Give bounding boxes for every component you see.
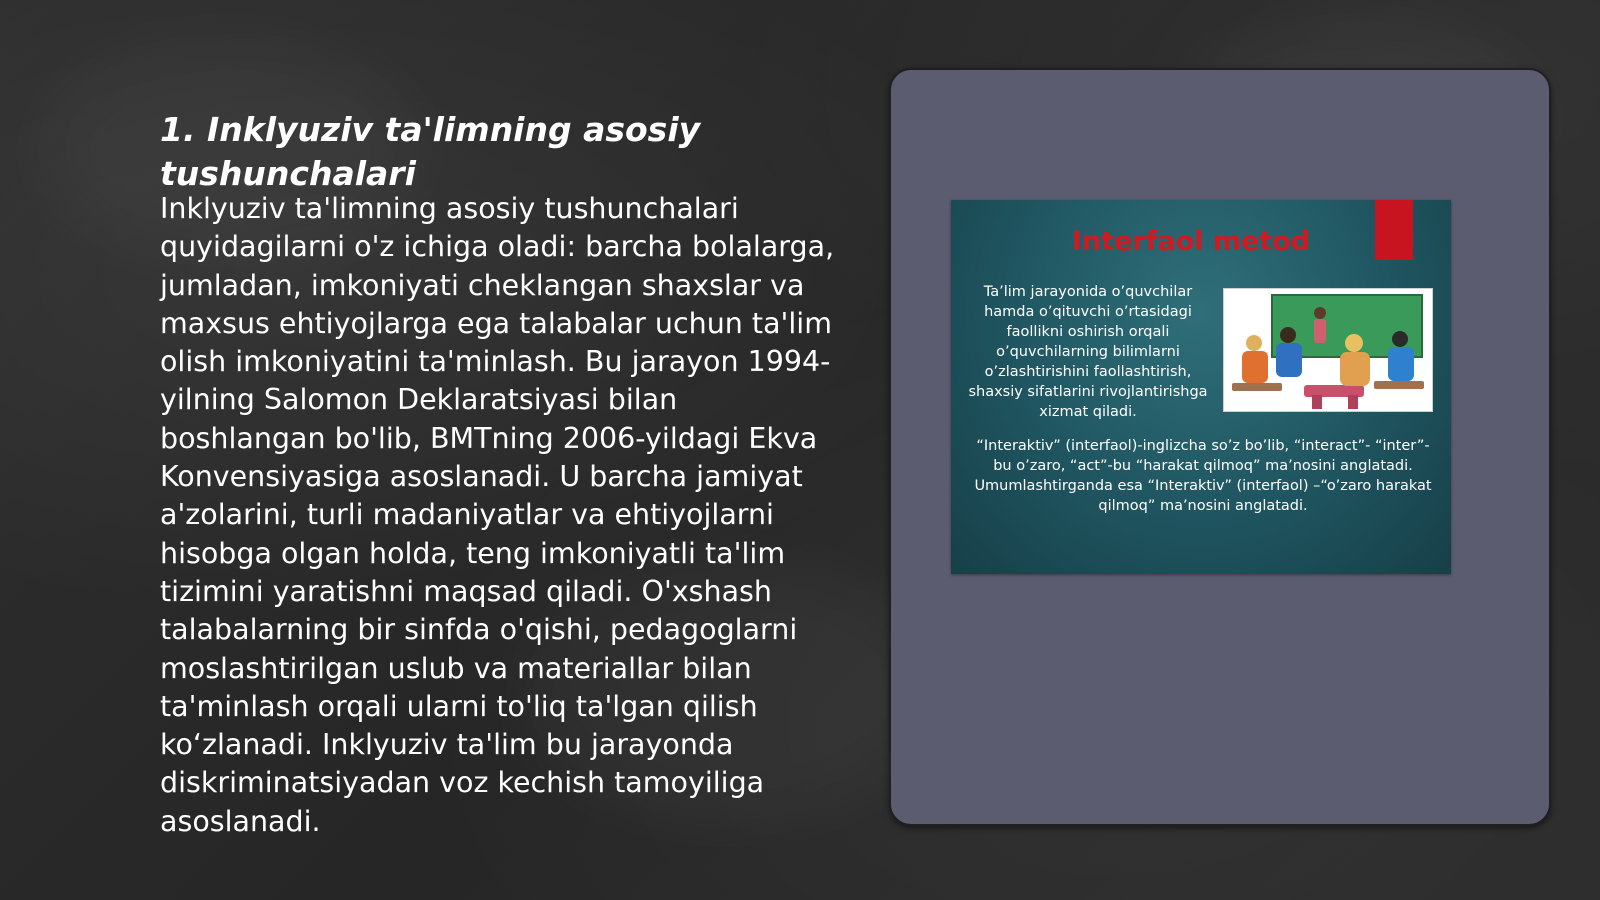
text-column <box>160 108 840 841</box>
embedded-slide-title: Interfaol metod <box>1071 226 1311 257</box>
picture-frame <box>889 68 1551 826</box>
embedded-slide-image <box>951 200 1451 574</box>
slide-body-text: Inklyuziv ta'limning asosiy tushunchalari quyidagilarni o'z ichiga oladi: barcha bolalarga, jumladan, imkoniyati cheklangan shaxslar va maxsus ehtiyojlarga ega talabalar uchun ta'lim olish imkoniyatini ta'minlash. Bu jarayon 1994-yilning Salomon Deklaratsiyasi bilan boshlangan bo'lib, BMTning 2006-yildagi Ekva Konvensiyasiga asoslanadi. U barcha jamiyat a'zolarini, turli madaniyatlar va ehtiyojlarni hisobga olgan holda, teng imkoniyatli ta'lim tizimini yaratishni maqsad qiladi. O'xshash talabalarning bir sinfda o'qishi, pedagoglarni moslashtirilgan uslub va materiallar bilan ta'minlash orqali ularni to'liq ta'lgan qilish ko‘zlanadi. Inklyuziv ta'lim bu jarayonda diskriminatsiyadan voz kechish tamoyiliga asoslanadi. <box>160 192 835 838</box>
slide-title: 1. Inklyuziv ta'limning asosiy tushunchalari <box>160 110 701 193</box>
classroom-illustration-svg <box>1224 289 1432 411</box>
embedded-slide-bottom-text: “Interaktiv” (interfaol)-inglizcha so’z bo’lib, “interact”- “inter”-bu o’zaro, “act”-bu “harakat qilmoq” ma’nosini anglatadi. Umumlashtirganda esa “Interaktiv” (interfaol) –“o’zaro harakat qilmoq” ma’nosini anglatadi. <box>974 438 1432 514</box>
classroom-illustration-icon <box>1223 288 1433 412</box>
embedded-slide-left-text: Ta’lim jarayonida o’quvchilar hamda o’qituvchi o’rtasidagi faollikni oshirish orqali o’quvchilarning bilimlarni o’zlashtirishini faollashtirish, shaxsiy sifatlarini rivojlantirishga xizmat qiladi. <box>968 284 1208 420</box>
